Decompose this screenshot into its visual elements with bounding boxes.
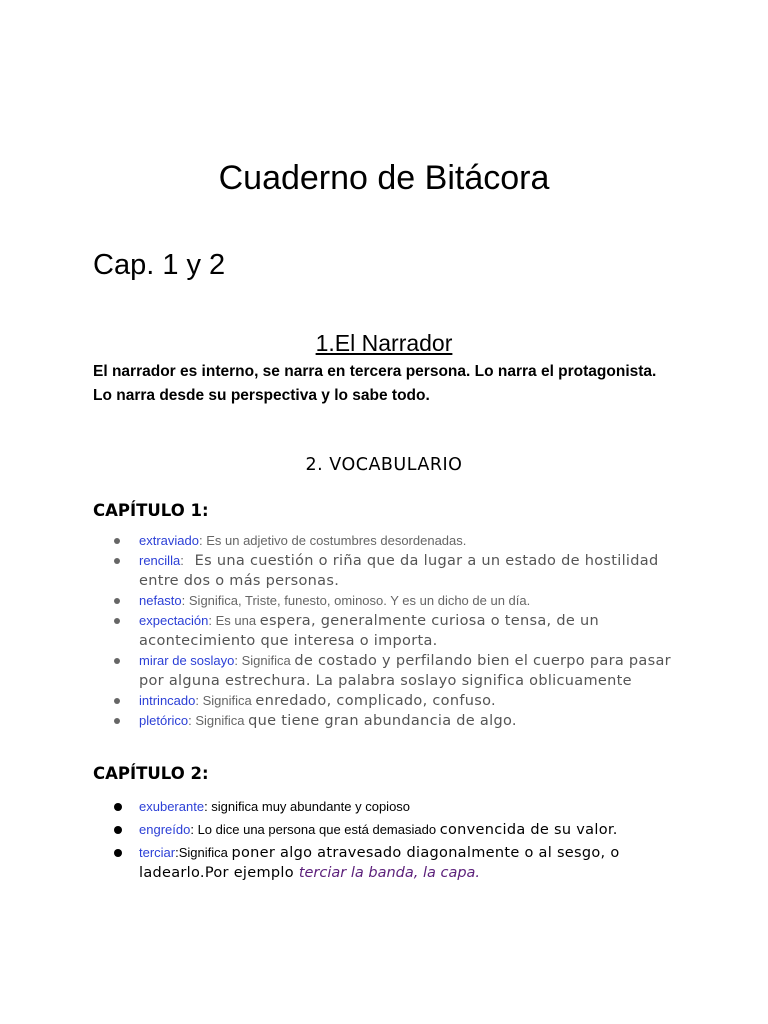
capitulo-1-vocab-list bbox=[112, 531, 672, 731]
vocab-term: engreído bbox=[139, 822, 191, 837]
section-vocabulario-heading: 2. VOCABULARIO bbox=[305, 455, 463, 475]
vocab-term: pletórico bbox=[139, 713, 189, 728]
bullet-icon bbox=[114, 698, 120, 704]
vocab-item bbox=[112, 591, 672, 611]
vocab-separator: : bbox=[208, 613, 216, 628]
vocab-term: terciar bbox=[139, 845, 176, 860]
vocab-item bbox=[112, 531, 672, 551]
vocab-definition: Es un adjetivo de costumbres desordenadas. bbox=[206, 533, 467, 548]
vocab-term: mirar de soslayo bbox=[139, 653, 235, 668]
capitulo-1-heading: CAPÍTULO 1: bbox=[93, 501, 209, 520]
vocab-definition-emphasis: Es una cuestión o riña que da lugar a un estado de hostilidad entre dos o más personas. bbox=[139, 553, 659, 589]
chapter-heading: Cap. 1 y 2 bbox=[93, 249, 226, 281]
vocab-example: terciar la banda, la capa. bbox=[298, 865, 481, 881]
vocab-term: expectación bbox=[139, 613, 209, 628]
vocab-item bbox=[112, 651, 672, 691]
vocab-definition: Lo dice una persona que está demasiado bbox=[197, 822, 440, 837]
bullet-icon bbox=[114, 803, 122, 811]
vocab-definition: Significa bbox=[241, 653, 295, 668]
vocab-separator: : bbox=[195, 693, 203, 708]
vocab-term: nefasto bbox=[139, 593, 182, 608]
vocab-term: extraviado bbox=[139, 533, 199, 548]
vocab-item bbox=[112, 551, 672, 591]
vocab-definition-emphasis: de costado y perfilando bien el cuerpo para pasar por alguna estrechura. La palabra soslayo significa oblicuamente bbox=[139, 653, 671, 689]
bullet-icon bbox=[114, 826, 122, 834]
vocab-definition: Significa bbox=[195, 713, 249, 728]
vocab-item bbox=[112, 711, 672, 731]
vocab-term: intrincado bbox=[139, 693, 196, 708]
vocab-item bbox=[112, 797, 672, 817]
vocab-definition: Significa, Triste, funesto, ominoso. Y es un dicho de un día. bbox=[188, 593, 531, 608]
vocab-term: exuberante bbox=[139, 799, 205, 814]
vocab-separator: : bbox=[234, 653, 242, 668]
vocab-term: rencilla bbox=[139, 553, 181, 568]
section-narrador-heading-text: 1.El Narrador bbox=[315, 330, 453, 356]
vocab-definition-emphasis: que tiene gran abundancia de algo. bbox=[248, 713, 517, 729]
vocab-item bbox=[112, 691, 672, 711]
capitulo-2-vocab-list bbox=[112, 797, 672, 886]
bullet-icon bbox=[114, 538, 120, 544]
vocab-definition: Significa bbox=[178, 845, 232, 860]
vocab-separator: : bbox=[190, 822, 198, 837]
bullet-icon bbox=[114, 558, 120, 564]
bullet-icon bbox=[114, 598, 120, 604]
vocab-separator: : bbox=[180, 553, 195, 568]
vocab-item bbox=[112, 820, 672, 840]
narrator-paragraph: El narrador es interno, se narra en tercera persona. Lo narra el protagonista. Lo narra desde su perspectiva y lo sabe todo. bbox=[93, 363, 657, 404]
vocab-item bbox=[112, 611, 672, 651]
document-title: Cuaderno de Bitácora bbox=[218, 159, 550, 197]
vocab-definition: Significa bbox=[202, 693, 256, 708]
vocab-separator: : bbox=[181, 593, 189, 608]
vocab-definition-emphasis: poner algo atravesado diagonalmente o al sesgo, o ladearlo.Por ejemplo bbox=[139, 845, 620, 881]
vocab-definition-emphasis: enredado, complicado, confuso. bbox=[255, 693, 496, 709]
bullet-icon bbox=[114, 658, 120, 664]
capitulo-2-heading: CAPÍTULO 2: bbox=[93, 764, 209, 783]
vocab-definition: Es una bbox=[215, 613, 260, 628]
vocab-separator: : bbox=[175, 845, 179, 860]
vocab-definition-emphasis: espera, generalmente curiosa o tensa, de un acontecimiento que interesa o importa. bbox=[139, 613, 599, 649]
vocab-definition: significa muy abundante y copioso bbox=[211, 799, 411, 814]
vocab-item bbox=[112, 843, 672, 883]
bullet-icon bbox=[114, 618, 120, 624]
bullet-icon bbox=[114, 849, 122, 857]
vocab-separator: : bbox=[198, 533, 207, 548]
vocab-definition-emphasis: convencida de su valor. bbox=[439, 822, 618, 838]
vocab-separator: : bbox=[188, 713, 196, 728]
vocab-separator: : bbox=[204, 799, 212, 814]
section-narrador-heading bbox=[0, 328, 768, 358]
bullet-icon bbox=[114, 718, 120, 724]
